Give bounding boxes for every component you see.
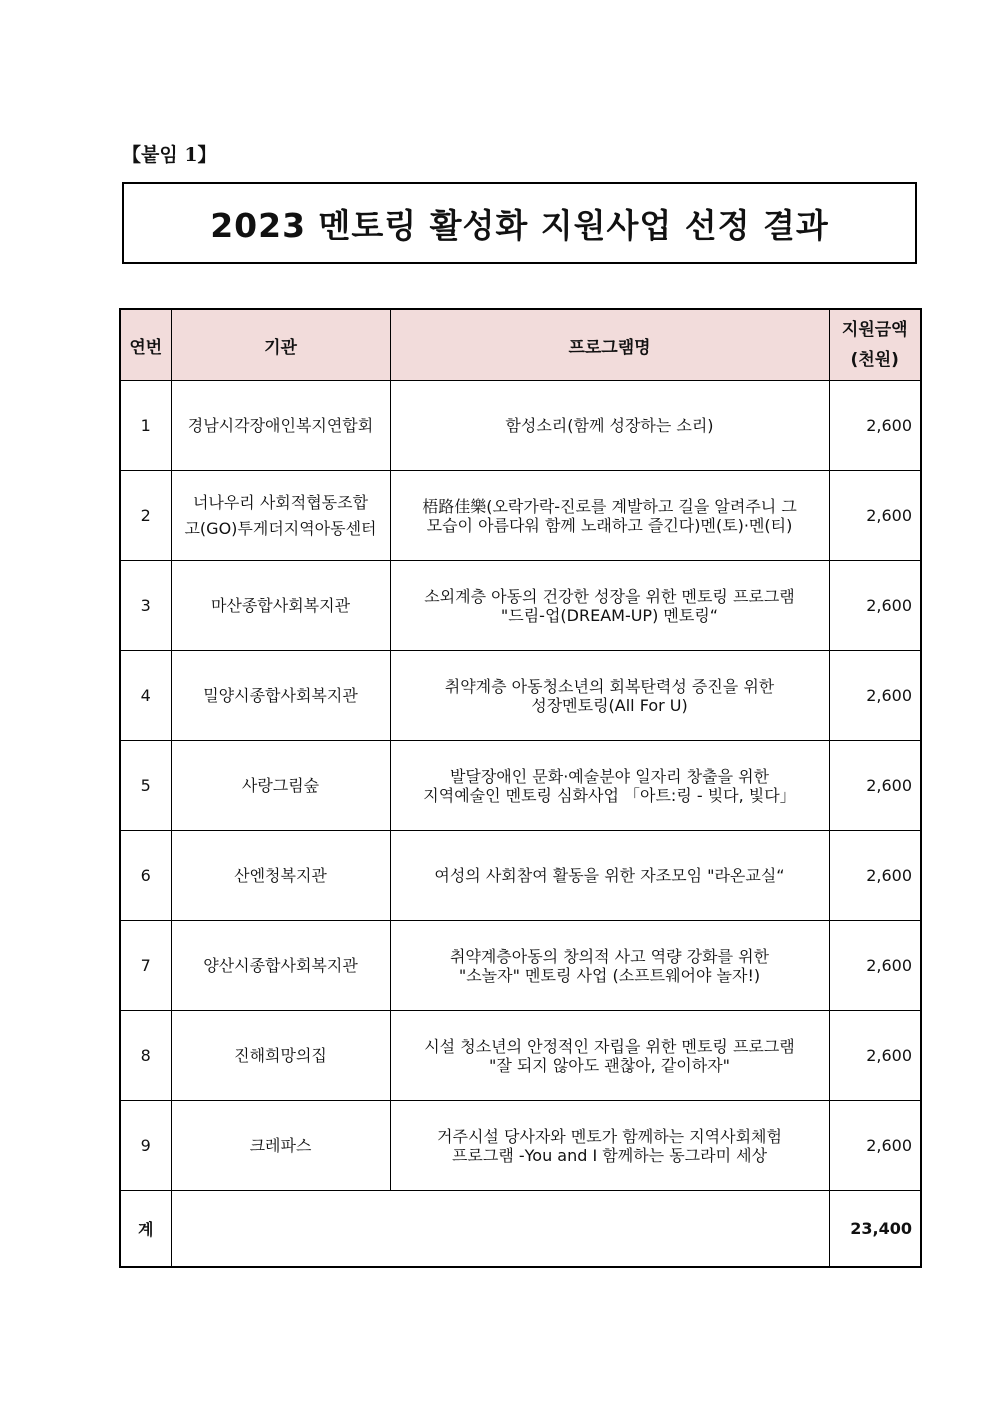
row-program <box>390 741 829 831</box>
program-line: 성장멘토링(All For U) <box>531 695 688 715</box>
program-line: 함성소리(함께 성장하는 소리) <box>505 416 714 435</box>
organization-line: 산엔청복지관 <box>234 865 327 885</box>
row-amount: 2,600 <box>829 381 921 471</box>
header-org: 기관 <box>171 309 390 381</box>
row-amount: 2,600 <box>829 651 921 741</box>
total-empty <box>171 1191 829 1268</box>
row-number: 4 <box>120 651 171 741</box>
header-amount-line1: 지원금액 <box>841 320 908 340</box>
program-line: "잘 되지 않아도 괜찮아, 같이하자" <box>488 1055 731 1075</box>
row-organization <box>171 561 390 651</box>
row-organization <box>171 471 390 561</box>
row-number: 2 <box>120 471 171 561</box>
row-organization <box>171 1101 390 1191</box>
organization-line: 진해희망의집 <box>234 1045 327 1065</box>
program-line: 소외계층 아동의 건강한 성장을 위한 멘토링 프로그램 <box>424 586 795 606</box>
row-number: 3 <box>120 561 171 651</box>
header-no: 연번 <box>120 309 171 381</box>
program-line: "드림-업(DREAM-UP) 멘토링“ <box>500 605 719 625</box>
row-program <box>390 561 829 651</box>
row-number: 7 <box>120 921 171 1011</box>
title-box <box>122 182 917 264</box>
organization-line: 양산시종합사회복지관 <box>203 955 358 975</box>
organization-line: 마산종합사회복지관 <box>210 595 351 615</box>
row-number: 8 <box>120 1011 171 1101</box>
row-program <box>390 831 829 921</box>
header-program: 프로그램명 <box>390 309 829 381</box>
table-header-row <box>120 309 921 381</box>
organization-line: 밀양시종합사회복지관 <box>203 685 358 705</box>
organization-line: 경남시각장애인복지연합회 <box>187 415 374 435</box>
table-row <box>120 471 921 561</box>
row-organization <box>171 831 390 921</box>
row-organization <box>171 741 390 831</box>
page-title: 2023 멘토링 활성화 지원사업 선정 결과 <box>210 205 829 245</box>
row-organization <box>171 651 390 741</box>
row-organization <box>171 921 390 1011</box>
table-row <box>120 831 921 921</box>
program-line: 지역예술인 멘토링 심화사업 「아트:링 - 빚다, 빛다」 <box>423 785 796 805</box>
header-amount-line2: (천원) <box>850 350 899 370</box>
row-number: 9 <box>120 1101 171 1191</box>
row-amount: 2,600 <box>829 471 921 561</box>
row-program <box>390 1011 829 1101</box>
total-label: 계 <box>120 1191 171 1268</box>
organization-line: 크레파스 <box>249 1135 312 1155</box>
row-amount: 2,600 <box>829 741 921 831</box>
total-row <box>120 1191 921 1268</box>
table-row <box>120 921 921 1011</box>
program-line: 취약계층아동의 창의적 사고 역량 강화를 위한 <box>449 946 770 966</box>
row-amount: 2,600 <box>829 1011 921 1101</box>
program-line: "소놀자" 멘토링 사업 (소프트웨어야 놀자!) <box>458 965 761 985</box>
row-number: 6 <box>120 831 171 921</box>
row-amount: 2,600 <box>829 831 921 921</box>
program-line: 여성의 사회참여 활동을 위한 자조모임 "라온교실“ <box>434 866 785 885</box>
attachment-label: 【붙임 1】 <box>122 144 217 166</box>
program-line: 프로그램 -You and I 함께하는 동그라미 세상 <box>451 1145 768 1165</box>
row-program <box>390 651 829 741</box>
selection-results-table <box>119 308 922 1268</box>
header-amount <box>829 309 921 381</box>
table-row <box>120 561 921 651</box>
organization-line: 너나우리 사회적협동조합 <box>192 492 369 512</box>
row-amount: 2,600 <box>829 921 921 1011</box>
program-line: 취약계층 아동청소년의 회복탄력성 증진을 위한 <box>444 676 775 696</box>
row-program <box>390 1101 829 1191</box>
program-line: 梧路佳樂(오락가락-진로를 계발하고 길을 알려주니 그 <box>422 496 797 516</box>
program-line: 거주시설 당사자와 멘토가 함께하는 지역사회체험 <box>437 1126 782 1146</box>
row-program <box>390 921 829 1011</box>
table-row <box>120 651 921 741</box>
row-program <box>390 471 829 561</box>
table-row <box>120 381 921 471</box>
program-line: 시설 청소년의 안정적인 자립을 위한 멘토링 프로그램 <box>424 1036 795 1056</box>
total-amount: 23,400 <box>829 1191 921 1268</box>
row-amount: 2,600 <box>829 1101 921 1191</box>
row-number: 1 <box>120 381 171 471</box>
row-organization <box>171 1011 390 1101</box>
organization-line: 고(GO)투게더지역아동센터 <box>184 518 377 538</box>
table-row <box>120 1011 921 1101</box>
table-row <box>120 1101 921 1191</box>
row-organization <box>171 381 390 471</box>
row-number: 5 <box>120 741 171 831</box>
table-row <box>120 741 921 831</box>
row-amount: 2,600 <box>829 561 921 651</box>
organization-line: 사랑그림숲 <box>241 775 320 795</box>
program-line: 발달장애인 문화·예술분야 일자리 창출을 위한 <box>449 766 770 786</box>
program-line: 모습이 아름다워 함께 노래하고 즐긴다)멘(토)·멘(티) <box>426 515 793 535</box>
row-program <box>390 381 829 471</box>
